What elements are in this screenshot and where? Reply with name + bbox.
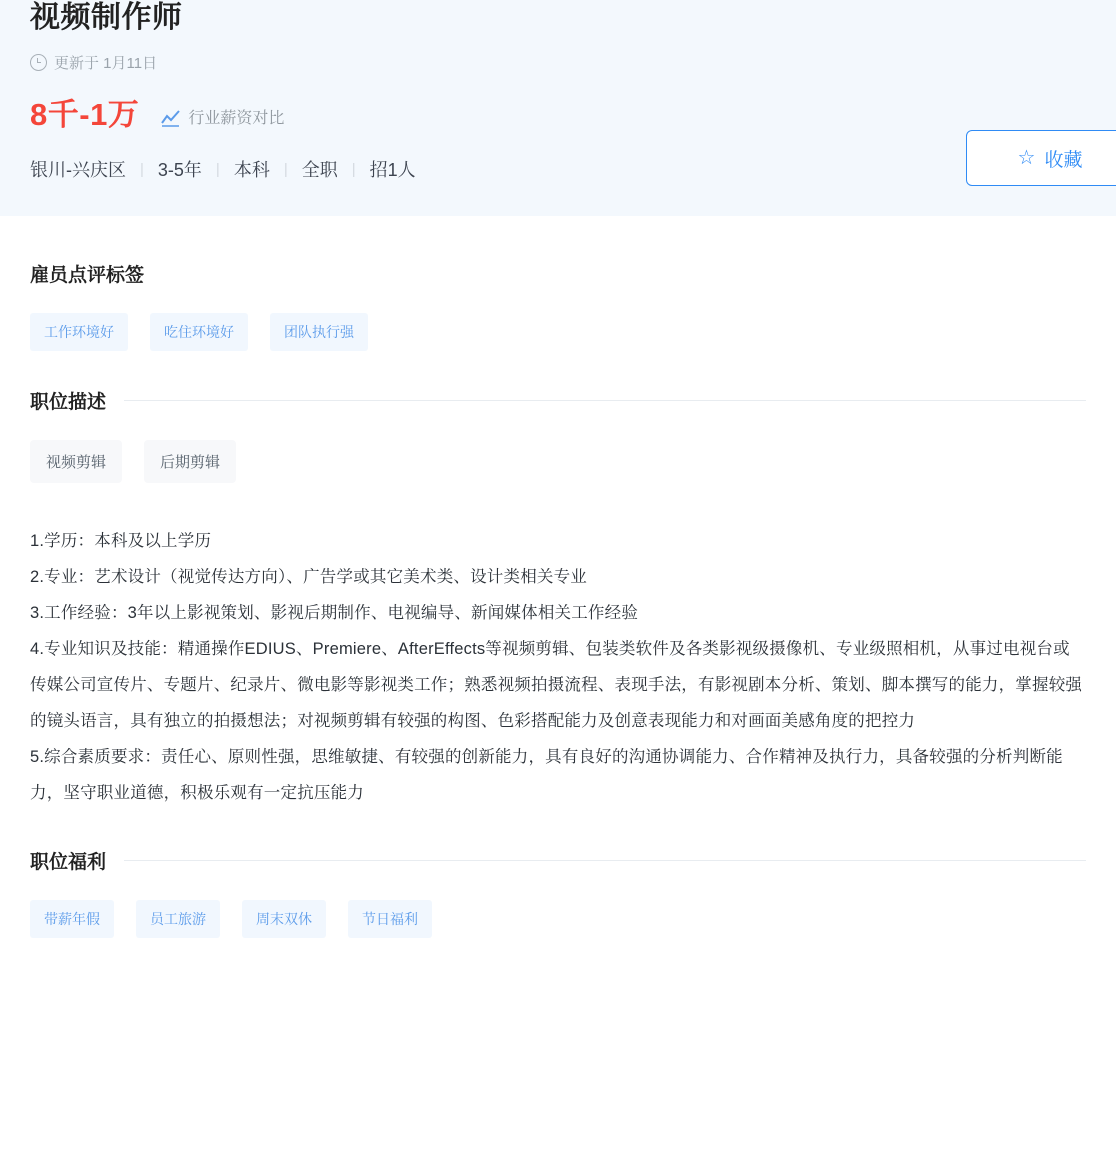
benefit-tag: 员工旅游 [136,900,220,938]
clock-icon [30,54,47,71]
job-header [0,0,1116,216]
salary-value: 8千-1万 [30,97,140,132]
review-tags-title: 雇员点评标签 [30,265,145,286]
meta-location: 银川-兴庆区 [30,160,126,180]
favorite-label: 收藏 [1044,149,1083,171]
description-paragraph: 2.专业：艺术设计（视觉传达方向）、广告学或其它美术类、设计类相关专业 [30,568,588,586]
salary-row [30,89,1116,134]
benefit-tag: 节日福利 [348,900,432,938]
meta-divider: | [140,160,144,178]
description-paragraph: 5.综合素质要求：责任心、原则性强，思维敏捷、有较强的创新能力，具有良好的沟通协调能力、合作精神及执行力，具备较强的分析判断能力，坚守职业道德，积极乐观有一定抗压能力 [30,748,1063,802]
meta-divider: | [351,160,356,178]
star-icon: ☆ [1017,147,1036,169]
description-paragraph: 4.专业知识及技能：精通操作EDIUS、Premiere、AfterEffects等视频剪辑、包装类软件及各类影视级摄像机、专业级照相机，从事过电视台或传媒公司宣传片、专题片、纪录片、微电影等影视类工作；熟悉视频拍摄流程、表现手法，有影视剧本分析、策划、脚本撰写的能力，掌握较强的镜头语言，具有独立的拍摄想法；对视频剪辑有较强的构图、色彩搭配能力及创意表现能力和对画面美感角度的把控力 [30,640,1083,730]
job-description-section [30,351,1086,811]
benefit-tag: 带薪年假 [30,900,114,938]
meta-divider: | [215,160,220,178]
update-time-row [30,52,1116,73]
description-paragraph: 1.学历：本科及以上学历 [30,532,212,550]
review-tag: 团队执行强 [270,313,368,351]
salary-compare-label: 行业薪资对比 [188,110,285,127]
description-paragraph: 3.工作经验：3年以上影视策划、影视后期制作、电视编导、新闻媒体相关工作经验 [30,604,639,622]
job-description-text [30,523,1086,811]
meta-headcount: 招1人 [369,160,416,180]
review-tag: 工作环境好 [30,313,128,351]
skill-tag: 后期剪辑 [144,440,236,483]
review-tags-list [30,313,1086,351]
meta-job-type: 全职 [301,160,338,180]
update-time-text: 更新于 1月11日 [54,55,158,72]
job-description-header [30,351,1086,414]
meta-divider: | [283,160,288,178]
benefit-tag: 周末双休 [242,900,326,938]
meta-education: 本科 [233,160,270,180]
job-meta-row [30,156,1116,182]
benefits-title: 职位福利 [30,852,107,873]
section-divider [124,400,1086,401]
review-tag: 吃住环境好 [150,313,248,351]
review-tags-section [30,216,1086,351]
section-divider [124,860,1086,861]
favorite-button[interactable] [966,130,1116,186]
chart-line-icon [161,110,180,127]
benefits-section [30,811,1086,938]
job-description-title: 职位描述 [30,392,107,413]
page-title: 视频制作师 [30,1,183,34]
salary-compare-link[interactable] [161,105,284,128]
skill-tag: 视频剪辑 [30,440,122,483]
benefits-header [30,811,1086,874]
skill-tags-list [30,440,1086,483]
meta-experience: 3-5年 [157,160,202,180]
benefits-list [30,900,1086,938]
